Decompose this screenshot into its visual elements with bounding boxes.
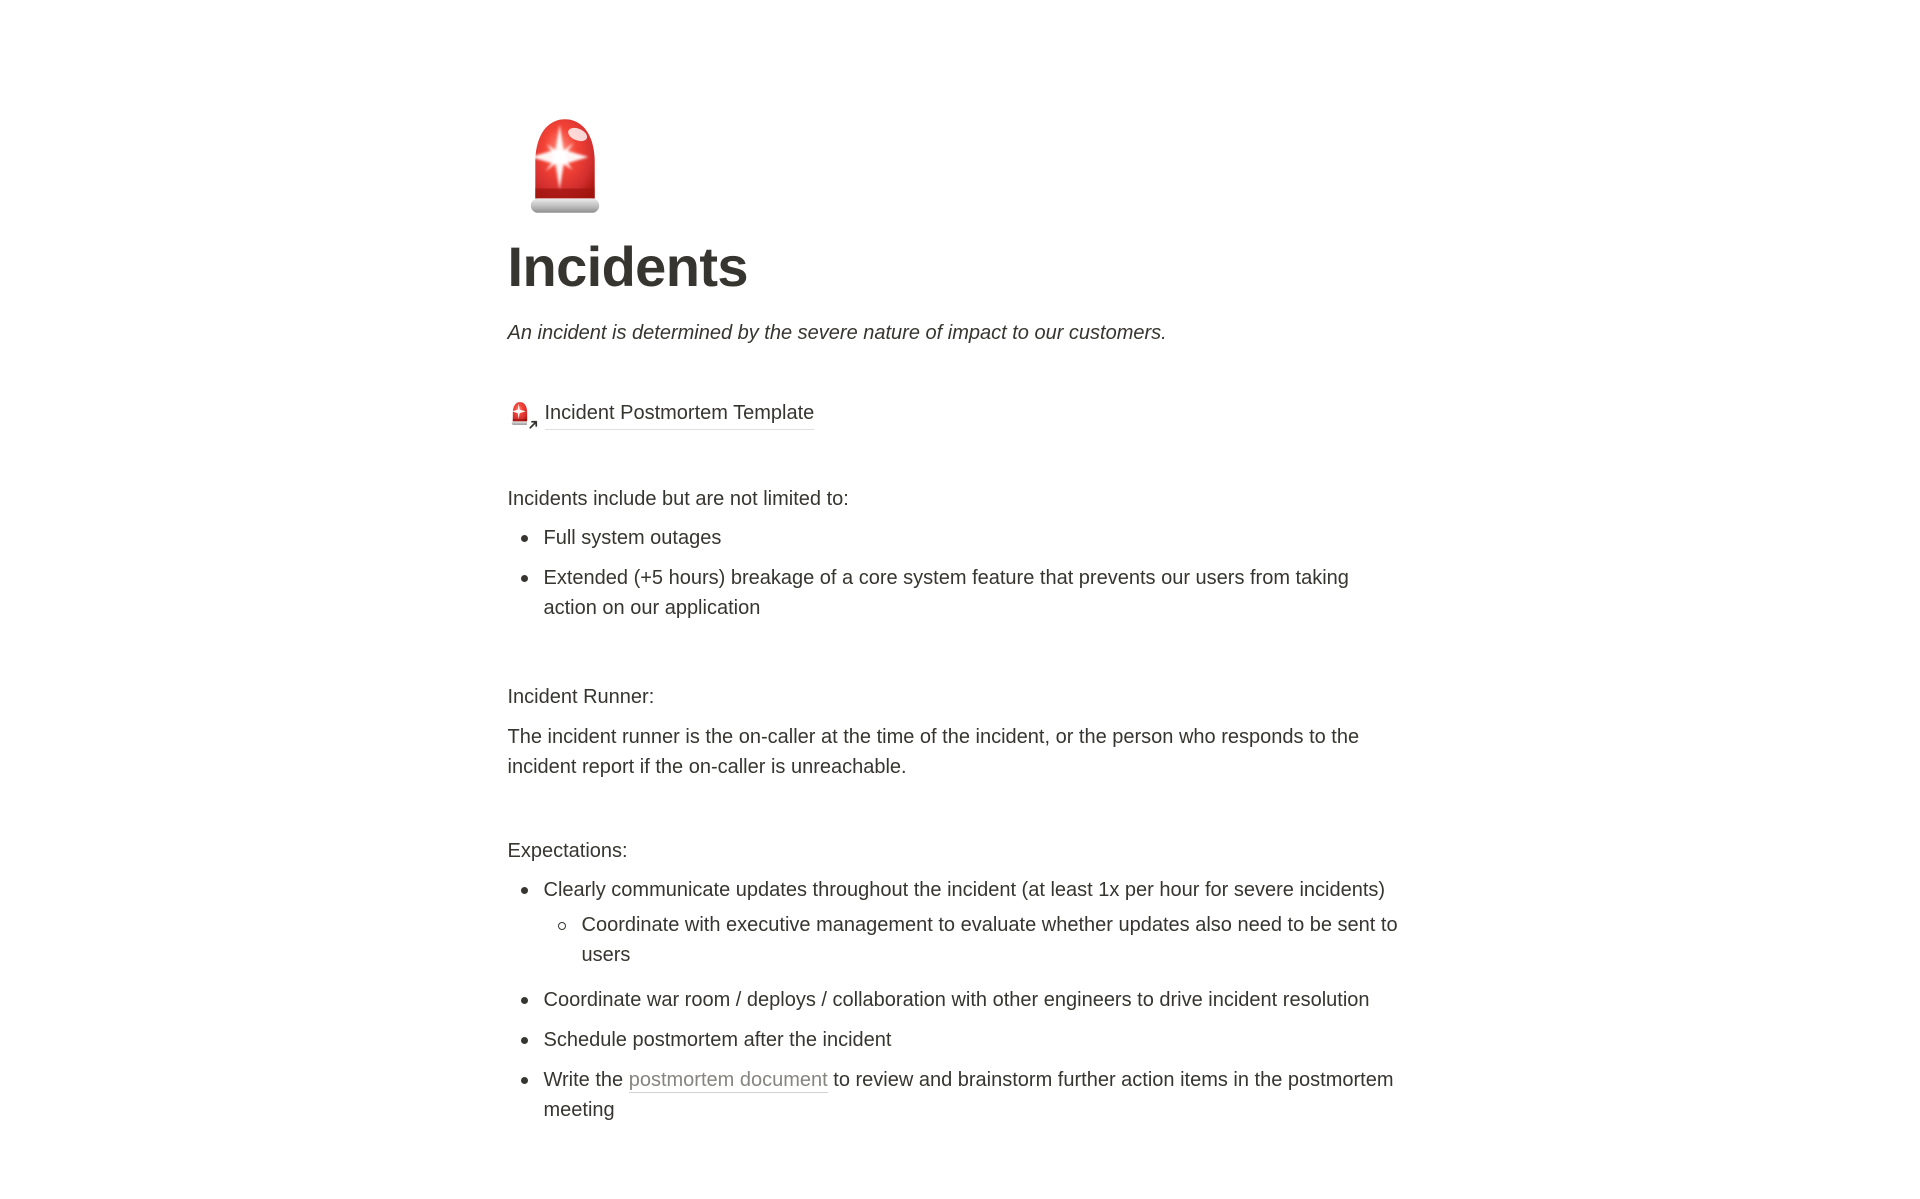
incidents-intro-text: Incidents include but are not limited to: [507, 487, 849, 510]
incident-runner-heading: Incident Runner: [507, 685, 655, 708]
siren-page-icon [520, 110, 610, 222]
list-item [508, 870, 1404, 980]
list-item-text: Extended (+5 hours) breakage of a core system feature that prevents our users from taking action on our application [543, 566, 1349, 619]
list-item-text: Full system outages [543, 526, 722, 549]
list-item-text: Clearly communicate updates throughout the incident (at least 1x per hour for severe incidents) [543, 878, 1386, 901]
list-item [508, 980, 1404, 1020]
expectations-list [508, 870, 1413, 1130]
list-item-text: Coordinate with executive management to evaluate whether updates also need to be sent to users [581, 913, 1398, 966]
external-link-arrow-icon [527, 418, 540, 431]
list-item-text [544, 1065, 1404, 1125]
link-label[interactable]: Incident Postmortem Template [545, 398, 815, 430]
incident-types-list [508, 518, 1413, 628]
incident-runner-description: The incident runner is the on-caller at the time of the incident, or the person who responds to the incident report if the on-caller is unreachable. [507, 725, 1360, 778]
siren-link-icon [508, 400, 534, 428]
postmortem-document-link[interactable]: postmortem document [628, 1068, 828, 1091]
expectations-heading: Expectations: [507, 839, 628, 862]
list-item-text: Coordinate war room / deploys / collaboration with other engineers to drive incident resolution [543, 988, 1370, 1011]
list-item [508, 558, 1404, 628]
page-content [508, 0, 1413, 1150]
write-postmortem-prefix: Write the [543, 1068, 629, 1091]
expectations-sublist [544, 905, 1404, 975]
write-postmortem-suffix: to review and brainstorm further action items in the postmortem meeting [543, 1068, 1394, 1121]
page-subtitle: An incident is determined by the severe nature of impact to our customers. [507, 321, 1167, 344]
list-item-text: Schedule postmortem after the incident [543, 1028, 892, 1051]
list-item [508, 518, 1404, 558]
page-title: Incidents [507, 235, 748, 298]
list-item [508, 1060, 1404, 1130]
list-item [508, 1020, 1404, 1060]
sub-list-item [544, 905, 1404, 975]
incident-postmortem-template-link[interactable] [508, 398, 815, 430]
